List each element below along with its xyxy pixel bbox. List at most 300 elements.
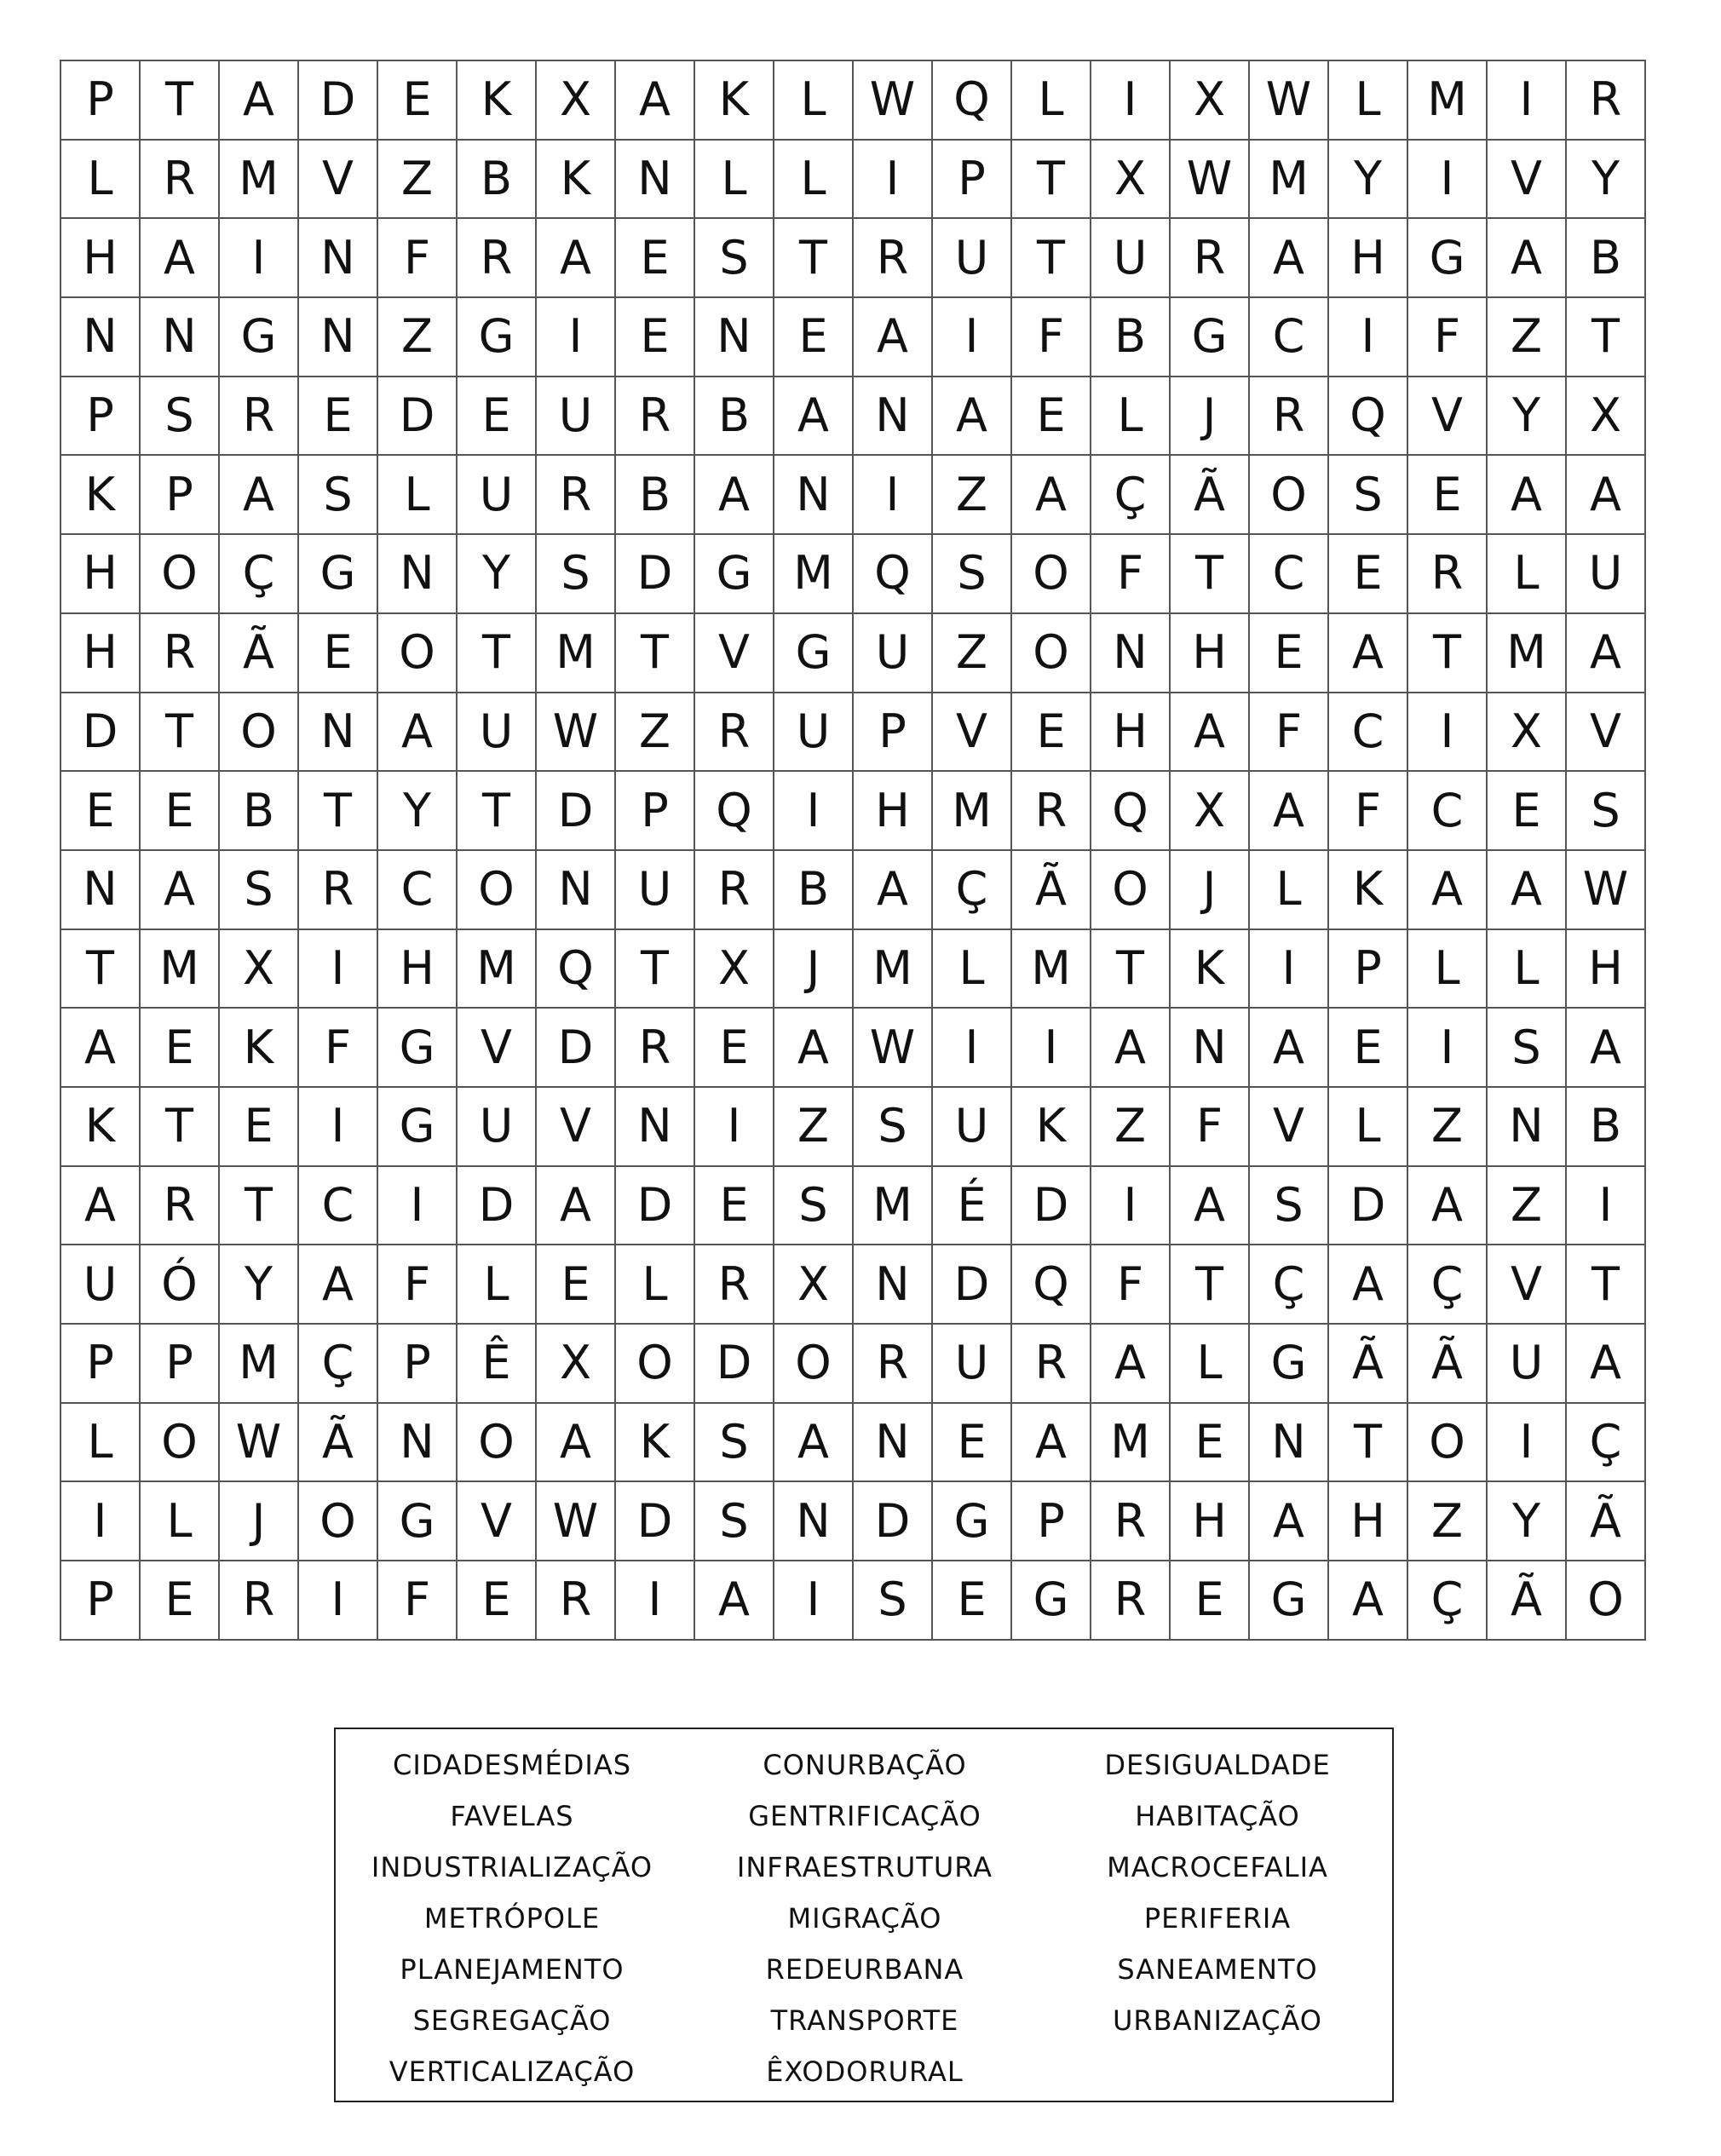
grid-cell[interactable]: U xyxy=(933,219,1012,298)
grid-cell[interactable]: C xyxy=(1250,298,1329,377)
grid-cell[interactable]: Y xyxy=(458,535,537,614)
grid-cell[interactable]: R xyxy=(1012,772,1091,851)
grid-cell[interactable]: J xyxy=(1171,377,1250,457)
grid-cell[interactable]: M xyxy=(537,614,616,693)
grid-cell[interactable]: M xyxy=(458,930,537,1009)
grid-cell[interactable]: N xyxy=(616,1088,695,1167)
grid-cell[interactable]: G xyxy=(458,298,537,377)
grid-cell[interactable]: P xyxy=(61,1561,141,1641)
grid-cell[interactable]: I xyxy=(299,930,378,1009)
grid-cell[interactable]: L xyxy=(1329,61,1408,141)
grid-cell[interactable]: I xyxy=(1091,61,1171,141)
grid-cell[interactable]: P xyxy=(141,456,220,535)
grid-cell[interactable]: B xyxy=(616,456,695,535)
grid-cell[interactable]: Z xyxy=(1488,298,1567,377)
grid-cell[interactable]: T xyxy=(141,61,220,141)
grid-cell[interactable]: E xyxy=(141,1009,220,1088)
grid-cell[interactable]: A xyxy=(695,456,774,535)
grid-cell[interactable]: U xyxy=(774,693,854,773)
grid-cell[interactable]: I xyxy=(220,219,299,298)
grid-cell[interactable]: A xyxy=(61,1167,141,1246)
grid-cell[interactable]: R xyxy=(695,851,774,930)
grid-cell[interactable]: A xyxy=(1488,851,1567,930)
grid-cell[interactable]: Ç xyxy=(933,851,1012,930)
grid-cell[interactable]: F xyxy=(1250,693,1329,773)
grid-cell[interactable]: O xyxy=(1567,1561,1646,1641)
grid-cell[interactable]: A xyxy=(1567,1325,1646,1404)
grid-cell[interactable]: K xyxy=(1329,851,1408,930)
grid-cell[interactable]: I xyxy=(1408,141,1488,220)
grid-cell[interactable]: Y xyxy=(378,772,458,851)
grid-cell[interactable]: A xyxy=(774,377,854,457)
grid-cell[interactable]: I xyxy=(537,298,616,377)
grid-cell[interactable]: L xyxy=(1488,930,1567,1009)
grid-cell[interactable]: Q xyxy=(695,772,774,851)
grid-cell[interactable]: Z xyxy=(933,456,1012,535)
grid-cell[interactable]: N xyxy=(1091,614,1171,693)
grid-cell[interactable]: I xyxy=(299,1088,378,1167)
grid-cell[interactable]: U xyxy=(537,377,616,457)
grid-cell[interactable]: Z xyxy=(616,693,695,773)
grid-cell[interactable]: E xyxy=(616,298,695,377)
grid-cell[interactable]: Q xyxy=(537,930,616,1009)
grid-cell[interactable]: Ã xyxy=(1567,1482,1646,1561)
grid-cell[interactable]: I xyxy=(1250,930,1329,1009)
grid-cell[interactable]: L xyxy=(61,141,141,220)
grid-cell[interactable]: N xyxy=(299,298,378,377)
grid-cell[interactable]: A xyxy=(1329,614,1408,693)
grid-cell[interactable]: E xyxy=(933,1404,1012,1483)
grid-cell[interactable]: G xyxy=(378,1088,458,1167)
grid-cell[interactable]: W xyxy=(537,693,616,773)
grid-cell[interactable]: R xyxy=(220,1561,299,1641)
grid-cell[interactable]: V xyxy=(1567,693,1646,773)
grid-cell[interactable]: O xyxy=(141,1404,220,1483)
grid-cell[interactable]: P xyxy=(933,141,1012,220)
grid-cell[interactable]: R xyxy=(695,693,774,773)
grid-cell[interactable]: E xyxy=(141,772,220,851)
grid-cell[interactable]: Ç xyxy=(1408,1245,1488,1325)
grid-cell[interactable]: T xyxy=(299,772,378,851)
grid-cell[interactable]: A xyxy=(299,1245,378,1325)
grid-cell[interactable]: D xyxy=(378,377,458,457)
grid-cell[interactable]: D xyxy=(537,1009,616,1088)
grid-cell[interactable]: L xyxy=(458,1245,537,1325)
grid-cell[interactable]: E xyxy=(1329,1009,1408,1088)
grid-cell[interactable]: Ã xyxy=(1488,1561,1567,1641)
grid-cell[interactable]: G xyxy=(1250,1325,1329,1404)
grid-cell[interactable]: R xyxy=(537,1561,616,1641)
grid-cell[interactable]: R xyxy=(616,1009,695,1088)
grid-cell[interactable]: O xyxy=(378,614,458,693)
grid-cell[interactable]: E xyxy=(774,298,854,377)
grid-cell[interactable]: H xyxy=(1329,1482,1408,1561)
grid-cell[interactable]: I xyxy=(61,1482,141,1561)
grid-cell[interactable]: A xyxy=(1567,614,1646,693)
grid-cell[interactable]: Q xyxy=(1329,377,1408,457)
grid-cell[interactable]: R xyxy=(854,219,933,298)
grid-cell[interactable]: T xyxy=(1329,1404,1408,1483)
grid-cell[interactable]: P xyxy=(61,61,141,141)
grid-cell[interactable]: O xyxy=(220,693,299,773)
grid-cell[interactable]: M xyxy=(854,1167,933,1246)
grid-cell[interactable]: R xyxy=(141,141,220,220)
grid-cell[interactable]: Z xyxy=(774,1088,854,1167)
grid-cell[interactable]: X xyxy=(695,930,774,1009)
grid-cell[interactable]: C xyxy=(378,851,458,930)
grid-cell[interactable]: T xyxy=(1171,1245,1250,1325)
grid-cell[interactable]: T xyxy=(1171,535,1250,614)
grid-cell[interactable]: A xyxy=(1329,1245,1408,1325)
grid-cell[interactable]: E xyxy=(141,1561,220,1641)
grid-cell[interactable]: A xyxy=(1012,1404,1091,1483)
grid-cell[interactable]: A xyxy=(1091,1325,1171,1404)
grid-cell[interactable]: H xyxy=(1567,930,1646,1009)
grid-cell[interactable]: N xyxy=(854,1245,933,1325)
grid-cell[interactable]: T xyxy=(1012,219,1091,298)
grid-cell[interactable]: V xyxy=(299,141,378,220)
grid-cell[interactable]: G xyxy=(1250,1561,1329,1641)
grid-cell[interactable]: L xyxy=(1329,1088,1408,1167)
grid-cell[interactable]: S xyxy=(141,377,220,457)
grid-cell[interactable]: K xyxy=(220,1009,299,1088)
grid-cell[interactable]: E xyxy=(220,1088,299,1167)
grid-cell[interactable]: T xyxy=(616,614,695,693)
grid-cell[interactable]: I xyxy=(695,1088,774,1167)
grid-cell[interactable]: S xyxy=(1329,456,1408,535)
grid-cell[interactable]: M xyxy=(1488,614,1567,693)
grid-cell[interactable]: H xyxy=(1091,693,1171,773)
grid-cell[interactable]: C xyxy=(1250,535,1329,614)
grid-cell[interactable]: M xyxy=(1408,61,1488,141)
grid-cell[interactable]: L xyxy=(774,141,854,220)
grid-cell[interactable]: S xyxy=(695,1404,774,1483)
grid-cell[interactable]: I xyxy=(1488,1404,1567,1483)
grid-cell[interactable]: Ç xyxy=(299,1325,378,1404)
grid-cell[interactable]: W xyxy=(1171,141,1250,220)
grid-cell[interactable]: N xyxy=(854,1404,933,1483)
grid-cell[interactable]: R xyxy=(299,851,378,930)
grid-cell[interactable]: E xyxy=(1408,456,1488,535)
grid-cell[interactable]: F xyxy=(1329,772,1408,851)
grid-cell[interactable]: Ã xyxy=(220,614,299,693)
grid-cell[interactable]: A xyxy=(1408,851,1488,930)
grid-cell[interactable]: A xyxy=(774,1009,854,1088)
grid-cell[interactable]: O xyxy=(1012,535,1091,614)
grid-cell[interactable]: M xyxy=(220,141,299,220)
grid-cell[interactable]: W xyxy=(1567,851,1646,930)
grid-cell[interactable]: T xyxy=(141,1088,220,1167)
grid-cell[interactable]: U xyxy=(458,693,537,773)
grid-cell[interactable]: D xyxy=(616,1482,695,1561)
grid-cell[interactable]: A xyxy=(695,1561,774,1641)
grid-cell[interactable]: M xyxy=(1012,930,1091,1009)
grid-cell[interactable]: A xyxy=(1250,772,1329,851)
grid-cell[interactable]: B xyxy=(1091,298,1171,377)
grid-cell[interactable]: E xyxy=(1012,377,1091,457)
grid-cell[interactable]: E xyxy=(61,772,141,851)
grid-cell[interactable]: L xyxy=(1012,61,1091,141)
grid-cell[interactable]: X xyxy=(537,61,616,141)
grid-cell[interactable]: P xyxy=(854,693,933,773)
grid-cell[interactable]: A xyxy=(774,1404,854,1483)
grid-cell[interactable]: C xyxy=(299,1167,378,1246)
grid-cell[interactable]: O xyxy=(616,1325,695,1404)
grid-cell[interactable]: E xyxy=(616,219,695,298)
grid-cell[interactable]: Ç xyxy=(1567,1404,1646,1483)
grid-cell[interactable]: F xyxy=(299,1009,378,1088)
grid-cell[interactable]: L xyxy=(774,61,854,141)
grid-cell[interactable]: O xyxy=(299,1482,378,1561)
grid-cell[interactable]: L xyxy=(1408,930,1488,1009)
grid-cell[interactable]: A xyxy=(1250,1009,1329,1088)
grid-cell[interactable]: A xyxy=(537,219,616,298)
grid-cell[interactable]: E xyxy=(458,1561,537,1641)
grid-cell[interactable]: X xyxy=(537,1325,616,1404)
grid-cell[interactable]: A xyxy=(141,219,220,298)
grid-cell[interactable]: Ç xyxy=(220,535,299,614)
grid-cell[interactable]: V xyxy=(1408,377,1488,457)
grid-cell[interactable]: L xyxy=(1091,377,1171,457)
grid-cell[interactable]: I xyxy=(616,1561,695,1641)
grid-cell[interactable]: A xyxy=(1091,1009,1171,1088)
grid-cell[interactable]: I xyxy=(1408,693,1488,773)
grid-cell[interactable]: N xyxy=(61,851,141,930)
grid-cell[interactable]: W xyxy=(854,1009,933,1088)
grid-cell[interactable]: S xyxy=(220,851,299,930)
grid-cell[interactable]: G xyxy=(1171,298,1250,377)
grid-cell[interactable]: U xyxy=(616,851,695,930)
grid-cell[interactable]: T xyxy=(1567,1245,1646,1325)
grid-cell[interactable]: D xyxy=(1012,1167,1091,1246)
grid-cell[interactable]: J xyxy=(774,930,854,1009)
grid-cell[interactable]: S xyxy=(774,1167,854,1246)
grid-cell[interactable]: R xyxy=(854,1325,933,1404)
grid-cell[interactable]: U xyxy=(458,456,537,535)
grid-cell[interactable]: D xyxy=(299,61,378,141)
grid-cell[interactable]: V xyxy=(1488,1245,1567,1325)
grid-cell[interactable]: H xyxy=(854,772,933,851)
grid-cell[interactable]: I xyxy=(1488,61,1567,141)
grid-cell[interactable]: N xyxy=(1250,1404,1329,1483)
grid-cell[interactable]: E xyxy=(1171,1561,1250,1641)
grid-cell[interactable]: E xyxy=(1012,693,1091,773)
grid-cell[interactable]: U xyxy=(61,1245,141,1325)
grid-cell[interactable]: A xyxy=(1567,456,1646,535)
grid-cell[interactable]: Ê xyxy=(458,1325,537,1404)
grid-cell[interactable]: R xyxy=(1567,61,1646,141)
grid-cell[interactable]: A xyxy=(1408,1167,1488,1246)
grid-cell[interactable]: E xyxy=(933,1561,1012,1641)
grid-cell[interactable]: D xyxy=(537,772,616,851)
grid-cell[interactable]: D xyxy=(458,1167,537,1246)
grid-cell[interactable]: N xyxy=(378,1404,458,1483)
grid-cell[interactable]: E xyxy=(299,614,378,693)
grid-cell[interactable]: E xyxy=(537,1245,616,1325)
grid-cell[interactable]: F xyxy=(378,1561,458,1641)
grid-cell[interactable]: F xyxy=(1012,298,1091,377)
grid-cell[interactable]: I xyxy=(299,1561,378,1641)
grid-cell[interactable]: R xyxy=(141,614,220,693)
grid-cell[interactable]: J xyxy=(1171,851,1250,930)
grid-cell[interactable]: S xyxy=(1567,772,1646,851)
grid-cell[interactable]: E xyxy=(1488,772,1567,851)
grid-cell[interactable]: A xyxy=(854,851,933,930)
grid-cell[interactable]: X xyxy=(220,930,299,1009)
grid-cell[interactable]: Q xyxy=(1091,772,1171,851)
grid-cell[interactable]: Z xyxy=(378,298,458,377)
grid-cell[interactable]: R xyxy=(1250,377,1329,457)
grid-cell[interactable]: R xyxy=(1408,535,1488,614)
grid-cell[interactable]: H xyxy=(1329,219,1408,298)
grid-cell[interactable]: W xyxy=(537,1482,616,1561)
grid-cell[interactable]: Y xyxy=(1488,1482,1567,1561)
grid-cell[interactable]: P xyxy=(1329,930,1408,1009)
grid-cell[interactable]: X xyxy=(1488,693,1567,773)
grid-cell[interactable]: Ç xyxy=(1250,1245,1329,1325)
grid-cell[interactable]: K xyxy=(1171,930,1250,1009)
grid-cell[interactable]: L xyxy=(378,456,458,535)
grid-cell[interactable]: D xyxy=(616,535,695,614)
grid-cell[interactable]: N xyxy=(854,377,933,457)
grid-cell[interactable]: Q xyxy=(854,535,933,614)
grid-cell[interactable]: Ã xyxy=(1012,851,1091,930)
grid-cell[interactable]: K xyxy=(61,456,141,535)
grid-cell[interactable]: X xyxy=(774,1245,854,1325)
grid-cell[interactable]: T xyxy=(220,1167,299,1246)
grid-cell[interactable]: V xyxy=(458,1482,537,1561)
grid-cell[interactable]: L xyxy=(141,1482,220,1561)
grid-cell[interactable]: V xyxy=(537,1088,616,1167)
grid-cell[interactable]: M xyxy=(933,772,1012,851)
grid-cell[interactable]: V xyxy=(1250,1088,1329,1167)
grid-cell[interactable]: R xyxy=(1091,1482,1171,1561)
grid-cell[interactable]: B xyxy=(458,141,537,220)
grid-cell[interactable]: R xyxy=(141,1167,220,1246)
grid-cell[interactable]: U xyxy=(854,614,933,693)
grid-cell[interactable]: O xyxy=(1012,614,1091,693)
grid-cell[interactable]: Ã xyxy=(299,1404,378,1483)
grid-cell[interactable]: B xyxy=(1567,219,1646,298)
grid-cell[interactable]: E xyxy=(378,61,458,141)
grid-cell[interactable]: A xyxy=(220,61,299,141)
grid-cell[interactable]: T xyxy=(1567,298,1646,377)
grid-cell[interactable]: E xyxy=(695,1009,774,1088)
grid-cell[interactable]: E xyxy=(1250,614,1329,693)
grid-cell[interactable]: A xyxy=(933,377,1012,457)
grid-cell[interactable]: E xyxy=(1171,1404,1250,1483)
grid-cell[interactable]: A xyxy=(1250,1482,1329,1561)
grid-cell[interactable]: I xyxy=(1012,1009,1091,1088)
grid-cell[interactable]: Ã xyxy=(1171,456,1250,535)
grid-cell[interactable]: L xyxy=(61,1404,141,1483)
grid-cell[interactable]: T xyxy=(1408,614,1488,693)
grid-cell[interactable]: B xyxy=(220,772,299,851)
grid-cell[interactable]: G xyxy=(1012,1561,1091,1641)
grid-cell[interactable]: W xyxy=(1250,61,1329,141)
grid-cell[interactable]: Ç xyxy=(1408,1561,1488,1641)
grid-cell[interactable]: V xyxy=(1488,141,1567,220)
grid-cell[interactable]: R xyxy=(695,1245,774,1325)
grid-cell[interactable]: I xyxy=(1091,1167,1171,1246)
grid-cell[interactable]: S xyxy=(1488,1009,1567,1088)
grid-cell[interactable]: A xyxy=(61,1009,141,1088)
grid-cell[interactable]: X xyxy=(1567,377,1646,457)
grid-cell[interactable]: L xyxy=(933,930,1012,1009)
grid-cell[interactable]: K xyxy=(537,141,616,220)
grid-cell[interactable]: Z xyxy=(1408,1482,1488,1561)
grid-cell[interactable]: R xyxy=(537,456,616,535)
grid-cell[interactable]: M xyxy=(774,535,854,614)
grid-cell[interactable]: M xyxy=(854,930,933,1009)
grid-cell[interactable]: F xyxy=(378,1245,458,1325)
grid-cell[interactable]: R xyxy=(220,377,299,457)
grid-cell[interactable]: O xyxy=(1408,1404,1488,1483)
grid-cell[interactable]: D xyxy=(933,1245,1012,1325)
grid-cell[interactable]: G xyxy=(220,298,299,377)
grid-cell[interactable]: K xyxy=(616,1404,695,1483)
grid-cell[interactable]: R xyxy=(458,219,537,298)
grid-cell[interactable]: D xyxy=(854,1482,933,1561)
grid-cell[interactable]: A xyxy=(1250,219,1329,298)
grid-cell[interactable]: Y xyxy=(220,1245,299,1325)
grid-cell[interactable]: Q xyxy=(1012,1245,1091,1325)
grid-cell[interactable]: S xyxy=(854,1561,933,1641)
grid-cell[interactable]: D xyxy=(61,693,141,773)
grid-cell[interactable]: G xyxy=(299,535,378,614)
grid-cell[interactable]: P xyxy=(61,1325,141,1404)
grid-cell[interactable]: T xyxy=(141,693,220,773)
grid-cell[interactable]: P xyxy=(61,377,141,457)
grid-cell[interactable]: T xyxy=(61,930,141,1009)
grid-cell[interactable]: N xyxy=(378,535,458,614)
grid-cell[interactable]: Ã xyxy=(1408,1325,1488,1404)
grid-cell[interactable]: Y xyxy=(1488,377,1567,457)
grid-cell[interactable]: M xyxy=(220,1325,299,1404)
grid-cell[interactable]: E xyxy=(695,1167,774,1246)
grid-cell[interactable]: I xyxy=(933,298,1012,377)
grid-cell[interactable]: T xyxy=(616,930,695,1009)
grid-cell[interactable]: Z xyxy=(1408,1088,1488,1167)
grid-cell[interactable]: G xyxy=(933,1482,1012,1561)
grid-cell[interactable]: Ó xyxy=(141,1245,220,1325)
grid-cell[interactable]: C xyxy=(1329,693,1408,773)
grid-cell[interactable]: N xyxy=(616,141,695,220)
grid-cell[interactable]: Ã xyxy=(1329,1325,1408,1404)
grid-cell[interactable]: X xyxy=(1091,141,1171,220)
grid-cell[interactable]: F xyxy=(1408,298,1488,377)
grid-cell[interactable]: F xyxy=(378,219,458,298)
grid-cell[interactable]: B xyxy=(1567,1088,1646,1167)
grid-cell[interactable]: O xyxy=(1250,456,1329,535)
grid-cell[interactable]: L xyxy=(1171,1325,1250,1404)
grid-cell[interactable]: X xyxy=(1171,772,1250,851)
grid-cell[interactable]: A xyxy=(616,61,695,141)
grid-cell[interactable]: A xyxy=(537,1404,616,1483)
grid-cell[interactable]: U xyxy=(458,1088,537,1167)
grid-cell[interactable]: R xyxy=(1171,219,1250,298)
grid-cell[interactable]: I xyxy=(774,1561,854,1641)
grid-cell[interactable]: F xyxy=(1091,535,1171,614)
grid-cell[interactable]: W xyxy=(854,61,933,141)
grid-cell[interactable]: G xyxy=(378,1482,458,1561)
grid-cell[interactable]: R xyxy=(1091,1561,1171,1641)
grid-cell[interactable]: K xyxy=(458,61,537,141)
grid-cell[interactable]: I xyxy=(854,456,933,535)
grid-cell[interactable]: D xyxy=(1329,1167,1408,1246)
grid-cell[interactable]: S xyxy=(933,535,1012,614)
grid-cell[interactable]: P xyxy=(378,1325,458,1404)
